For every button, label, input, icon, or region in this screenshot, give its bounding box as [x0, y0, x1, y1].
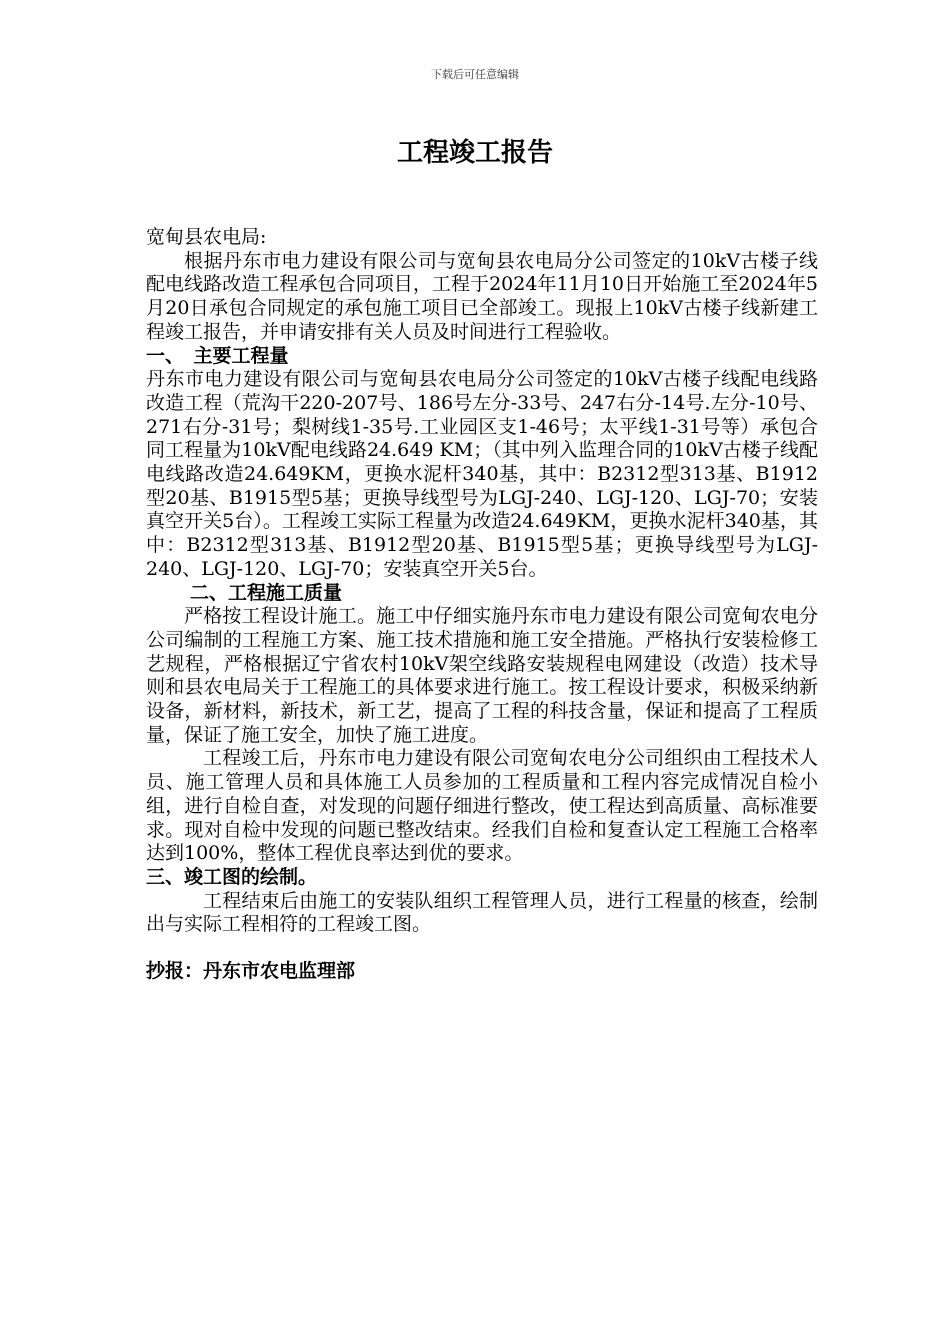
salutation: 宽甸县农电局:: [146, 226, 267, 248]
section3-body: 工程结束后由施工的安装队组织工程管理人员，进行工程量的核查，绘制出与实际工程相符的工程竣工图。: [146, 889, 818, 936]
section3-heading: 三、竣工图的绘制。: [146, 865, 318, 888]
spacer: [146, 937, 818, 960]
cc-line: 抄报：丹东市农电监理部: [146, 960, 356, 983]
section2-heading: 二、工程施工质量: [190, 581, 343, 604]
header-note: 下载后可任意编辑: [431, 68, 519, 81]
page-title: 工程竣工报告: [396, 138, 553, 168]
section1-body: 丹东市电力建设有限公司与宽甸县农电局分公司签定的10kV古楼子线配电线路改造工程（荒沟干220-207号、186号左分-33号、247右分-14号.左分-10号、271右分-31号；梨树线1-35号.工业园区支1-46号；太平线1-31号等）承包合同工程量为10kV配电线路24.649 KM；（其中列入监理合同的10kV古楼子线配电线路改造24.649KM，更换水泥杆340基，其中：B2312型313基、B1912型20基、B1915型5基；更换导线型号为LGJ-240、LGJ-120、LGJ-70；安装真空开关5台）。工程竣工实际工程量为改造24.649KM，更换水泥杆340基，其中：B2312型313基、B1912型20基、B1915型5基；更换导线型号为LGJ-240、LGJ-120、LGJ-70；安装真空开关5台。: [146, 368, 818, 580]
section2-paragraph-2: 工程竣工后，丹东市电力建设有限公司宽甸农电分公司组织由工程技术人员、施工管理人员和具体施工人员参加的工程质量和工程内容完成情况自检小组，进行自检自查，对发现的问题仔细进行整改，使工程达到高质量、高标准要求。现对自检中发现的问题已整改结束。经我们自检和复查认定工程施工合格率达到100%，整体工程优良率达到优的要求。: [146, 747, 818, 865]
section2-paragraph-1: 严格按工程设计施工。施工中仔细实施丹东市电力建设有限公司宽甸农电分公司编制的工程施工方案、施工技术措施和施工安全措施。严格执行安装检修工艺规程，严格根据辽宁省农村10kV架空线路安装规程电网建设（改造）技术导则和县农电局关于工程施工的具体要求进行施工。按工程设计要求，积极采纳新设备，新材料，新技术，新工艺，提高了工程的科技含量，保证和提高了工程质量，保证了施工安全，加快了施工进度。: [146, 605, 818, 746]
intro-paragraph: 根据丹东市电力建设有限公司与宽甸县农电局分公司签定的10kV古楼子线配电线路改造工程承包合同项目，工程于2024年11月10日开始施工至2024年5月20日承包合同规定的承包施工项目已全部竣工。现报上10kV古楼子线新建工程竣工报告，并申请安排有关人员及时间进行工程验收。: [146, 249, 818, 343]
report-body: [146, 226, 818, 984]
section1-heading: 一、 主要工程量: [146, 344, 289, 367]
